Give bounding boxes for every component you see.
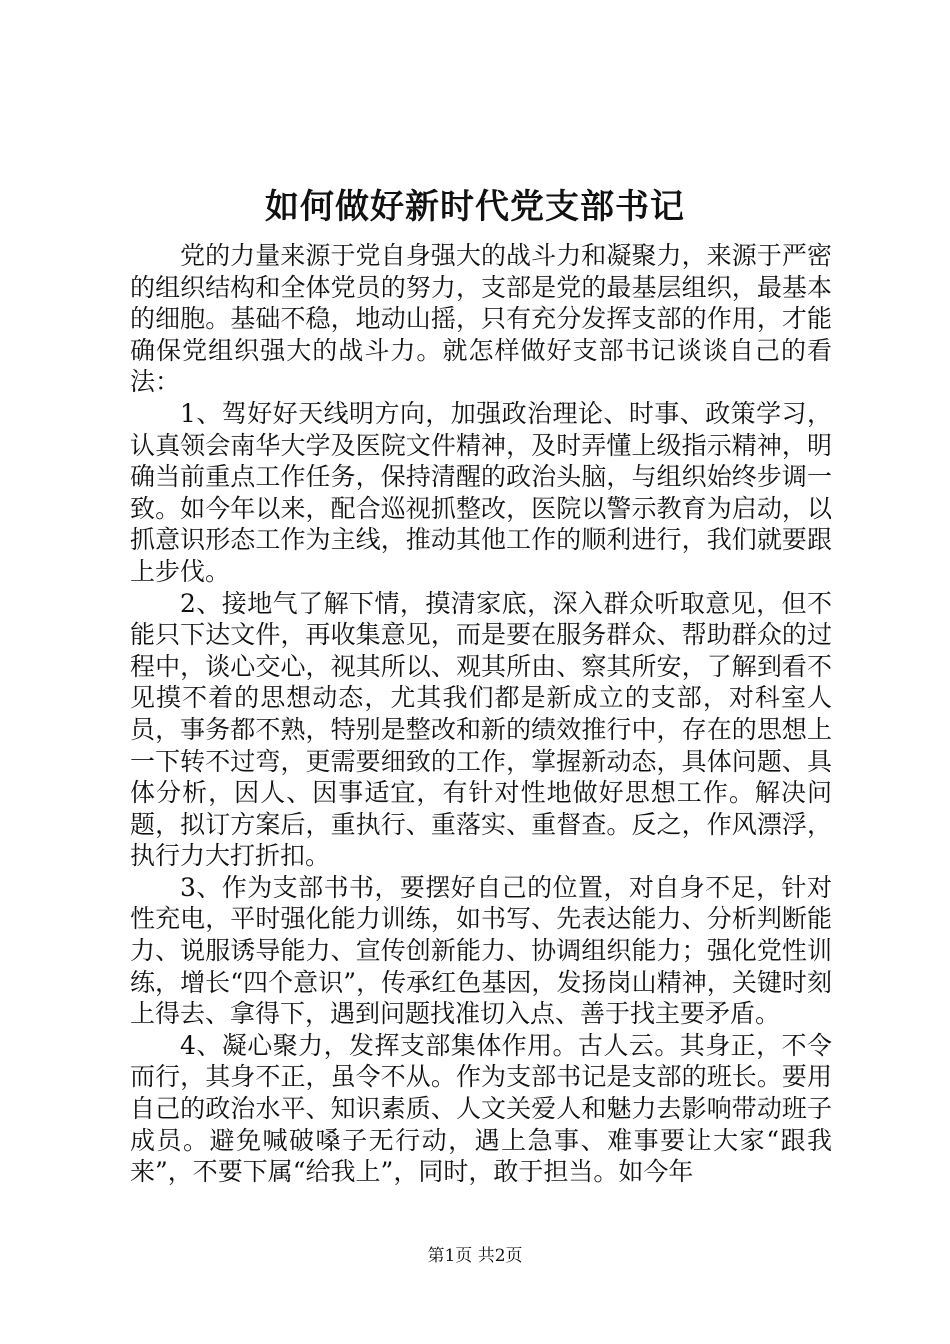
paragraph-1: 1、驾好好天线明方向，加强政治理论、时事、政策学习，认真领会南华大学及医院文件精神，及时弄懂上级指示精神，明确当前重点工作任务，保持清醒的政治头脑，与组织始终步调一致。如今年以来，配合巡视抓整改，医院以警示教育为启动，以抓意识形态工作为主线，推动其他工作的顺利进行，我们就要跟上步伐。 [130, 398, 832, 586]
paragraph-intro: 党的力量来源于党自身强大的战斗力和凝聚力，来源于严密的组织结构和全体党员的努力，支部是党的最基层组织，最基本的细胞。基础不稳，地动山摇，只有充分发挥支部的作用，才能确保党组织强大的战斗力。就怎样做好支部书记谈谈自己的看法： [130, 241, 832, 397]
paragraph-3: 3、作为支部书书，要摆好自己的位置，对自身不足，针对性充电，平时强化能力训练，如书写、先表达能力、分析判断能力、说服诱导能力、宣传创新能力、协调组织能力；强化党性训练，增长“四个意识”，传承红色基因，发扬岗山精神，关键时刻上得去、拿得下，遇到问题找准切入点、善于找主要矛盾。 [130, 872, 832, 1029]
document-title: 如何做好新时代党支部书记 [265, 187, 685, 227]
paragraph-4: 4、凝心聚力，发挥支部集体作用。古人云。其身正，不令而行，其身不正，虽令不从。作为支部书记是支部的班长。要用自己的政治水平、知识素质、人文关爱人和魅力去影响带动班子成员。避免喊破嗓子无行动，遇上急事、难事要让大家“跟我来”，不要下属“给我上”，同时，敢于担当。如今年 [130, 1030, 832, 1187]
document-body [130, 240, 832, 1188]
paragraph-2: 2、接地气了解下情，摸清家底，深入群众听取意见，但不能只下达文件，再收集意见，而是要在服务群众、帮助群众的过程中，谈心交心，视其所以、观其所由、察其所安，了解到看不见摸不着的思想动态，尤其我们都是新成立的支部，对科室人员，事务都不熟，特别是整改和新的绩效推行中，存在的思想上一下转不过弯，更需要细致的工作，掌握新动态，具体问题、具体分析，因人、因事适宜，有针对性地做好思想工作。解决问题，拟订方案后，重执行、重落实、重督查。反之，作风漂浮，执行力大打折扣。 [130, 588, 832, 871]
page-number-footer: 第1页 共2页 [427, 1246, 523, 1266]
